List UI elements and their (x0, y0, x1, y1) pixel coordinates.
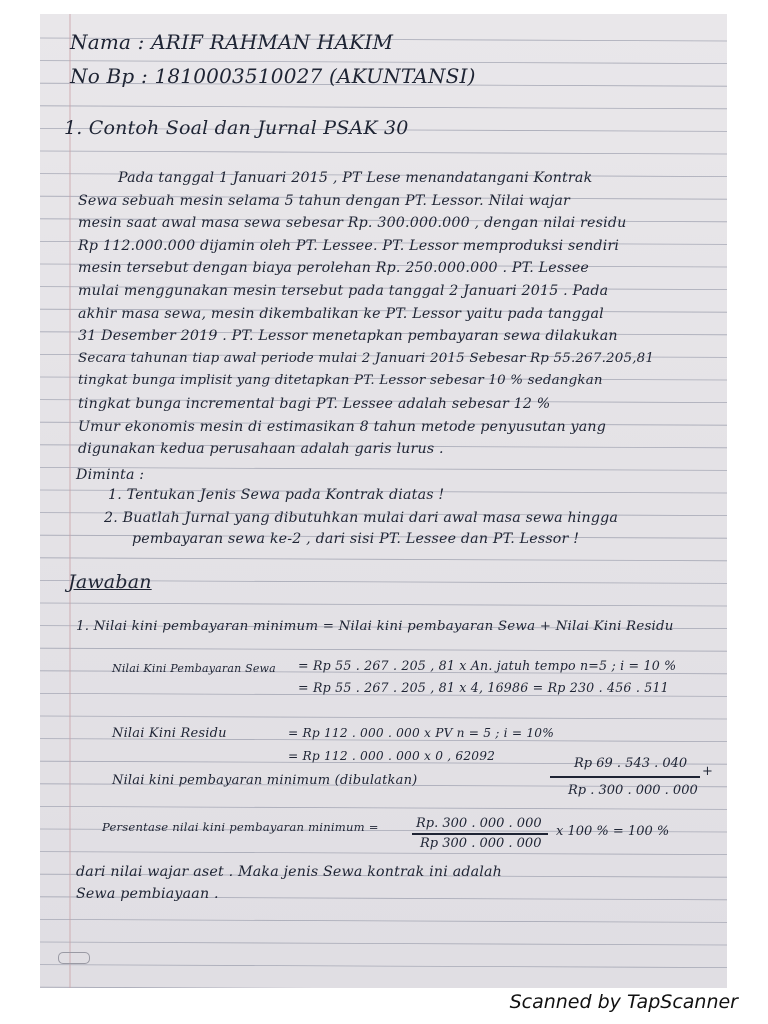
problem-line: Umur ekonomis mesin di estimasikan 8 tahun metode penyusutan yang (78, 418, 607, 435)
problem-line: tingkat bunga implisit yang ditetapkan PT. Lessor sebesar 10 % sedangkan (78, 373, 603, 389)
problem-line: mesin tersebut dengan biaya perolehan Rp. 250.000.000 . PT. Lessee (78, 260, 590, 277)
problem-line: Pada tanggal 1 Januari 2015 , PT Lese menandatangani Kontrak (118, 170, 593, 186)
jawaban-label: Jawaban (68, 571, 152, 593)
page-marker (58, 952, 90, 964)
residu-line-1: = Rp 112 . 000 . 000 x PV n = 5 ; i = 10% (288, 726, 555, 740)
sum-rule (550, 776, 700, 778)
problem-line: Sewa sebuah mesin selama 5 tahun dengan PT. Lessor. Nilai wajar (78, 192, 570, 209)
residu-label: Nilai Kini Residu (112, 726, 227, 741)
plus-sign: + (702, 764, 713, 779)
answer-formula: 1. Nilai kini pembayaran minimum = Nilai kini pembayaran Sewa + Nilai Kini Residu (76, 619, 674, 634)
fraction-bar (412, 833, 548, 835)
residu-line-2: = Rp 112 . 000 . 000 x 0 , 62092 (288, 749, 496, 763)
problem-line: Secara tahunan tiap awal periode mulai 2 Januari 2015 Sebesar Rp 55.267.205,81 (78, 350, 655, 366)
diminta-item-1: 1. Tentukan Jenis Sewa pada Kontrak diatas ! (108, 487, 445, 503)
problem-line: digunakan kedua perusahaan adalah garis lurus . (78, 441, 444, 458)
diminta-label: Diminta : (76, 467, 145, 483)
persen-label: Persentase nilai kini pembayaran minimum = (102, 820, 379, 834)
problem-line: akhir masa sewa, mesin dikembalikan ke PT. Lessor yaitu pada tanggal (78, 305, 604, 322)
conclusion-line-2: Sewa pembiayaan . (76, 886, 219, 902)
notebook-photo (40, 14, 727, 988)
sewa-label: Nilai Kini Pembayaran Sewa (112, 662, 276, 675)
problem-line: 31 Desember 2019 . PT. Lessor menetapkan pembayaran sewa dilakukan (78, 328, 618, 345)
student-name: Nama : ARIF RAHMAN HAKIM (70, 30, 394, 54)
diminta-item-2-cont: pembayaran sewa ke-2 , dari sisi PT. Lessee dan PT. Lessor ! (132, 531, 580, 547)
scanner-watermark: Scanned by TapScanner (509, 991, 738, 1013)
minimum-label: Nilai kini pembayaran minimum (dibulatkan) (112, 773, 418, 788)
student-number: No Bp : 1810003510027 (AKUNTANSI) (70, 64, 476, 88)
section-title: 1. Contoh Soal dan Jurnal PSAK 30 (64, 117, 409, 139)
residu-value: Rp 69 . 543 . 040 (574, 756, 688, 771)
diminta-item-2: 2. Buatlah Jurnal yang dibutuhkan mulai dari awal masa sewa hingga (104, 510, 619, 526)
persen-numerator: Rp. 300 . 000 . 000 (416, 816, 542, 831)
problem-line: tingkat bunga incremental bagi PT. Lessee adalah sebesar 12 % (78, 396, 551, 412)
persen-denominator: Rp 300 . 000 . 000 (420, 836, 542, 851)
conclusion-line-1: dari nilai wajar aset . Maka jenis Sewa kontrak ini adalah (76, 864, 503, 880)
problem-line: Rp 112.000.000 dijamin oleh PT. Lessee. PT. Lessor memproduksi sendiri (78, 237, 620, 254)
problem-line: mesin saat awal masa sewa sebesar Rp. 300.000.000 , dengan nilai residu (78, 215, 627, 232)
sewa-line-1: = Rp 55 . 267 . 205 , 81 x An. jatuh tempo n=5 ; i = 10 % (298, 658, 677, 673)
minimum-value: Rp . 300 . 000 . 000 (568, 783, 698, 798)
persen-result: x 100 % = 100 % (556, 824, 670, 839)
sewa-line-2: = Rp 55 . 267 . 205 , 81 x 4, 16986 = Rp 230 . 456 . 511 (298, 680, 669, 695)
problem-line: mulai menggunakan mesin tersebut pada tanggal 2 Januari 2015 . Pada (78, 283, 609, 299)
